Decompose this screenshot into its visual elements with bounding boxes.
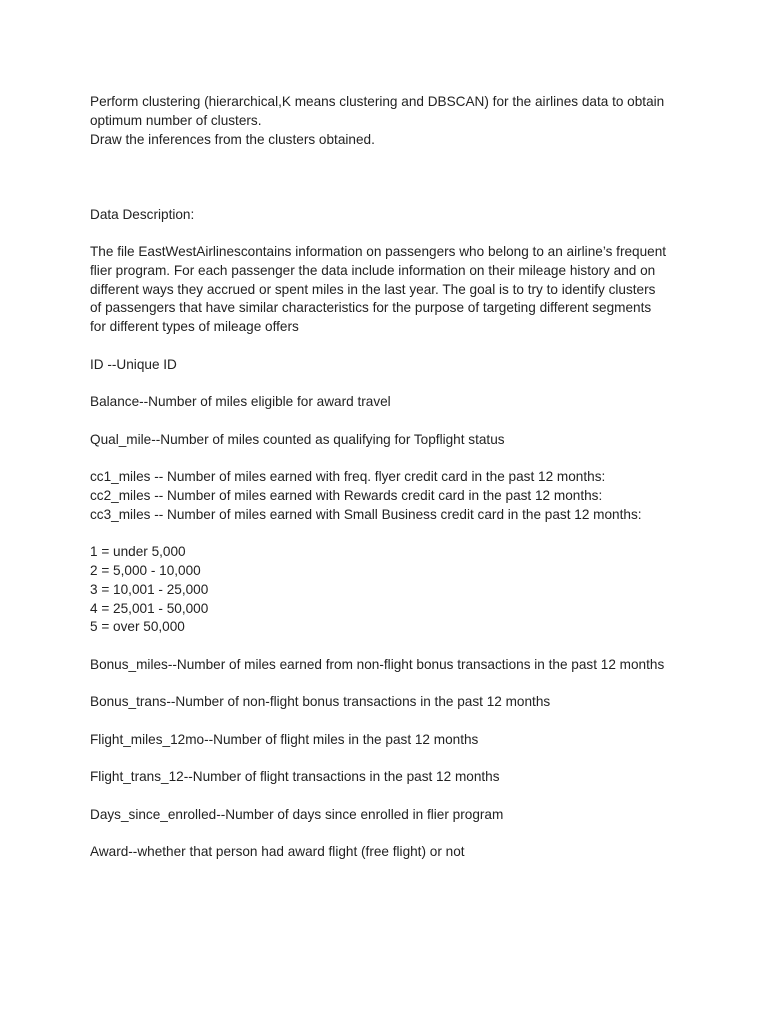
field-flight-miles: Flight_miles_12mo--Number of flight miles in the past 12 months (90, 732, 479, 747)
field-bonus-miles: Bonus_miles--Number of miles earned from non-flight bonus transactions in the past 12 months (90, 657, 665, 672)
description-line-1: The file EastWestAirlinescontains information on passengers who belong to an airline’s frequent (90, 244, 667, 259)
task-line-2: optimum number of clusters. (90, 113, 262, 128)
field-qual-mile: Qual_mile--Number of miles counted as qualifying for Topflight status (90, 432, 505, 447)
scale-item: 2 = 5,000 - 10,000 (90, 563, 201, 578)
field-award: Award--whether that person had award flight (free flight) or not (90, 844, 465, 859)
field-cc2-miles: cc2_miles -- Number of miles earned with Rewards credit card in the past 12 months: (90, 488, 603, 503)
task-line-1: Perform clustering (hierarchical,K means clustering and DBSCAN) for the airlines data to obtain (90, 94, 665, 109)
field-balance: Balance--Number of miles eligible for award travel (90, 394, 391, 409)
scale-item: 4 = 25,001 - 50,000 (90, 601, 209, 616)
scale-item: 1 = under 5,000 (90, 544, 186, 559)
description-line-5: for different types of mileage offers (90, 319, 299, 334)
field-cc1-miles: cc1_miles -- Number of miles earned with freq. flyer credit card in the past 12 months: (90, 469, 606, 484)
description-line-4: of passengers that have similar characteristics for the purpose of targeting different segments (90, 300, 652, 315)
data-description-heading: Data Description: (90, 207, 195, 222)
field-bonus-trans: Bonus_trans--Number of non-flight bonus transactions in the past 12 months (90, 694, 551, 709)
field-flight-trans: Flight_trans_12--Number of flight transactions in the past 12 months (90, 769, 500, 784)
scale-item: 3 = 10,001 - 25,000 (90, 582, 209, 597)
field-days-since-enrolled: Days_since_enrolled--Number of days since enrolled in flier program (90, 807, 504, 822)
task-line-3: Draw the inferences from the clusters obtained. (90, 132, 375, 147)
field-cc3-miles: cc3_miles -- Number of miles earned with Small Business credit card in the past 12 months: (90, 507, 642, 522)
description-line-3: different ways they accrued or spent miles in the last year. The goal is to try to identify clusters (90, 282, 656, 297)
field-id: ID --Unique ID (90, 357, 177, 372)
description-line-2: flier program. For each passenger the data include information on their mileage history and on (90, 263, 656, 278)
scale-item: 5 = over 50,000 (90, 619, 185, 634)
